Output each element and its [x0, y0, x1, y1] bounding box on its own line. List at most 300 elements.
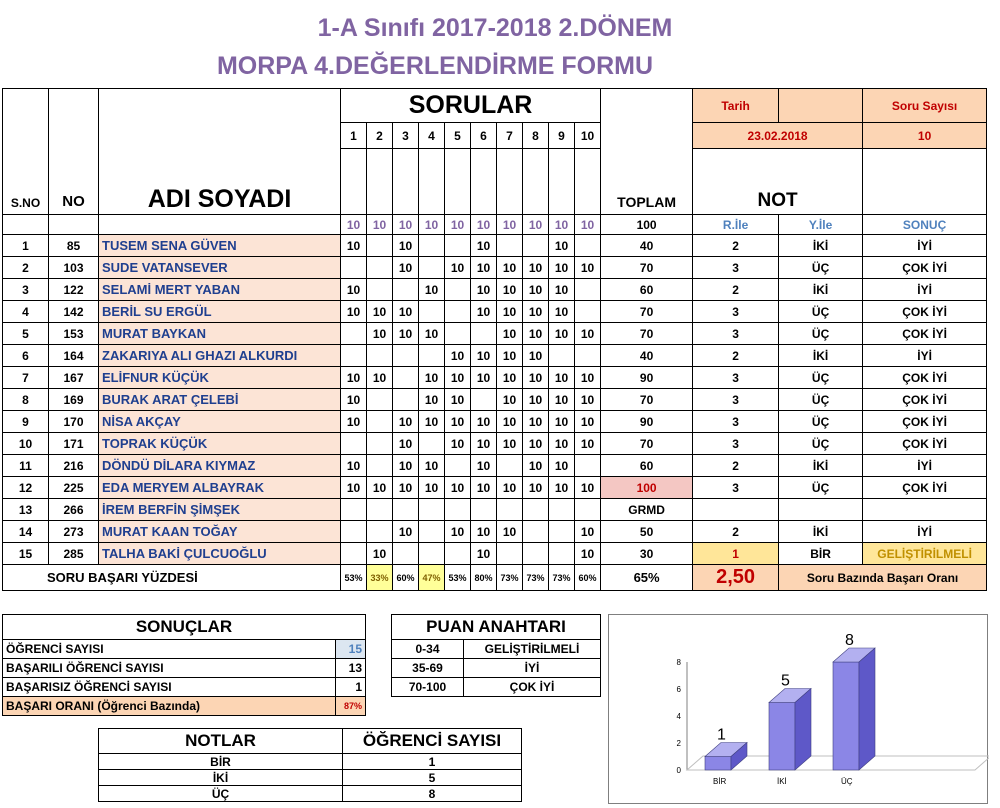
- student-score-q4: 10: [419, 279, 445, 301]
- question-percent-3: 60%: [393, 565, 419, 591]
- student-score-q9: 10: [549, 257, 575, 279]
- student-sno: 4: [3, 301, 49, 323]
- student-score-q5: 10: [445, 257, 471, 279]
- student-score-q3: 10: [393, 477, 419, 499]
- student-score-q5: 10: [445, 411, 471, 433]
- student-score-q8: 10: [523, 411, 549, 433]
- student-result: İYİ: [863, 521, 987, 543]
- student-score-q1: [341, 323, 367, 345]
- student-score-q4: [419, 235, 445, 257]
- student-y-ile: İKİ: [779, 235, 863, 257]
- student-score-q8: 10: [523, 455, 549, 477]
- chart-x-tick-1: BİR: [713, 777, 727, 786]
- student-r-ile: 3: [693, 367, 779, 389]
- puan-label: GELİŞTİRİLMELİ: [464, 640, 601, 659]
- student-score-q6: 10: [471, 521, 497, 543]
- puan-row: [392, 659, 601, 678]
- student-score-q8: [523, 499, 549, 521]
- puan-anahtari-title: PUAN ANAHTARI: [392, 615, 601, 640]
- student-score-q10: 10: [575, 389, 601, 411]
- student-score-q7: 10: [497, 367, 523, 389]
- student-score-q5: [445, 235, 471, 257]
- student-y-ile: İKİ: [779, 345, 863, 367]
- student-score-q7: 10: [497, 345, 523, 367]
- student-score-q5: [445, 543, 471, 565]
- tarih-label: Tarih: [693, 89, 779, 123]
- sonuc-header: SONUÇ: [863, 215, 987, 235]
- chart-x-tick-3: ÜÇ: [841, 777, 853, 786]
- question-number-2: 2: [367, 123, 393, 149]
- question-points-10: 10: [575, 215, 601, 235]
- puan-range: 0-34: [392, 640, 464, 659]
- student-name: TUSEM SENA GÜVEN: [99, 235, 341, 257]
- student-score-q7: 10: [497, 433, 523, 455]
- student-y-ile: İKİ: [779, 521, 863, 543]
- student-score-q7: [497, 543, 523, 565]
- student-total: 60: [601, 279, 693, 301]
- question-points-5: 10: [445, 215, 471, 235]
- student-sno: 7: [3, 367, 49, 389]
- student-r-ile: 1: [693, 543, 779, 565]
- student-total: 70: [601, 301, 693, 323]
- student-sno: 8: [3, 389, 49, 411]
- chart-y-tick: 4: [676, 712, 681, 721]
- sno-header: S.NO: [3, 149, 49, 215]
- student-r-ile: 2: [693, 235, 779, 257]
- student-score-q3: [393, 499, 419, 521]
- r-ile-header: R.İle: [693, 215, 779, 235]
- toplam-header: TOPLAM: [601, 149, 693, 215]
- student-score-q8: [523, 235, 549, 257]
- student-score-q9: 10: [549, 477, 575, 499]
- notlar-table: [98, 728, 522, 802]
- student-row: [3, 411, 987, 433]
- student-result: İYİ: [863, 345, 987, 367]
- student-score-q9: 10: [549, 411, 575, 433]
- student-score-q2: [367, 389, 393, 411]
- student-score-q10: 10: [575, 433, 601, 455]
- student-score-q9: 10: [549, 323, 575, 345]
- chart-data-label-2: 5: [781, 672, 790, 690]
- student-no: 266: [49, 499, 99, 521]
- student-total: 30: [601, 543, 693, 565]
- sonuc-row: [3, 678, 366, 697]
- question-number-6: 6: [471, 123, 497, 149]
- student-score-q1: 10: [341, 455, 367, 477]
- student-y-ile: ÜÇ: [779, 323, 863, 345]
- question-space-5: [445, 149, 471, 215]
- student-score-q10: 10: [575, 411, 601, 433]
- question-space-2: [367, 149, 393, 215]
- student-score-q2: [367, 235, 393, 257]
- student-score-q10: 10: [575, 257, 601, 279]
- student-y-ile: ÜÇ: [779, 301, 863, 323]
- sonuc-value: 15: [336, 640, 366, 659]
- student-row: [3, 279, 987, 301]
- student-score-q6: 10: [471, 543, 497, 565]
- sonuc-value: 87%: [336, 697, 366, 716]
- student-score-q4: [419, 543, 445, 565]
- puan-row: [392, 678, 601, 697]
- student-score-q6: 10: [471, 433, 497, 455]
- question-points-4: 10: [419, 215, 445, 235]
- question-percent-6: 80%: [471, 565, 497, 591]
- chart-bar-1: [705, 757, 731, 771]
- not-header: NOT: [693, 149, 863, 215]
- notlar-count: 8: [343, 786, 522, 802]
- notlar-col2: ÖĞRENCİ SAYISI: [343, 729, 522, 754]
- chart-y-tick: 2: [676, 739, 681, 748]
- sonuc-row: [3, 640, 366, 659]
- student-score-q4: 10: [419, 411, 445, 433]
- question-space-1: [341, 149, 367, 215]
- student-result: ÇOK İYİ: [863, 367, 987, 389]
- student-score-q3: 10: [393, 323, 419, 345]
- student-score-q1: 10: [341, 367, 367, 389]
- question-percent-4: 47%: [419, 565, 445, 591]
- student-score-q6: 10: [471, 235, 497, 257]
- student-score-q3: [393, 279, 419, 301]
- question-number-1: 1: [341, 123, 367, 149]
- sonuc-header-spacer: [863, 149, 987, 215]
- puan-anahtari-table: [391, 614, 601, 697]
- student-score-q4: 10: [419, 455, 445, 477]
- student-score-q2: [367, 345, 393, 367]
- student-row: [3, 389, 987, 411]
- tarih-spacer: [779, 89, 863, 123]
- student-score-q4: [419, 433, 445, 455]
- student-score-q6: [471, 323, 497, 345]
- student-row: [3, 433, 987, 455]
- soru-sayisi-value: 10: [863, 123, 987, 149]
- no-header-mid: [49, 123, 99, 149]
- student-r-ile: [693, 499, 779, 521]
- student-score-q1: [341, 521, 367, 543]
- question-points-2: 10: [367, 215, 393, 235]
- student-score-q5: 10: [445, 367, 471, 389]
- student-sno: 5: [3, 323, 49, 345]
- student-score-q3: [393, 543, 419, 565]
- student-sno: 11: [3, 455, 49, 477]
- footer-label: SORU BAŞARI YÜZDESİ: [3, 565, 341, 591]
- question-percent-8: 73%: [523, 565, 549, 591]
- student-score-q2: [367, 499, 393, 521]
- student-score-q9: 10: [549, 433, 575, 455]
- chart-data-label-3: 8: [845, 632, 854, 649]
- student-score-q10: [575, 301, 601, 323]
- question-space-4: [419, 149, 445, 215]
- student-score-q1: 10: [341, 279, 367, 301]
- toplam-header-mid: [601, 123, 693, 149]
- sorular-header: SORULAR: [341, 89, 601, 123]
- student-y-ile: ÜÇ: [779, 257, 863, 279]
- student-score-q5: [445, 455, 471, 477]
- student-score-q7: 10: [497, 411, 523, 433]
- student-score-q3: [393, 367, 419, 389]
- student-r-ile: 3: [693, 411, 779, 433]
- student-sno: 14: [3, 521, 49, 543]
- student-score-q8: [523, 543, 549, 565]
- student-score-q4: [419, 345, 445, 367]
- student-total: GRMD: [601, 499, 693, 521]
- student-r-ile: 2: [693, 455, 779, 477]
- question-space-9: [549, 149, 575, 215]
- student-no: 273: [49, 521, 99, 543]
- student-score-q1: [341, 433, 367, 455]
- student-r-ile: 3: [693, 433, 779, 455]
- student-score-q9: [549, 345, 575, 367]
- student-total: 100: [601, 477, 693, 499]
- student-result: ÇOK İYİ: [863, 323, 987, 345]
- question-number-3: 3: [393, 123, 419, 149]
- student-score-q6: 10: [471, 411, 497, 433]
- chart-bar-side-3: [859, 648, 875, 770]
- sonuclar-title: SONUÇLAR: [3, 615, 366, 640]
- sonuc-row: [3, 697, 366, 716]
- student-name: TALHA BAKİ ÇULCUOĞLU: [99, 543, 341, 565]
- student-score-q4: [419, 301, 445, 323]
- student-total: 70: [601, 323, 693, 345]
- student-score-q1: 10: [341, 235, 367, 257]
- student-y-ile: İKİ: [779, 279, 863, 301]
- sonuc-row: [3, 659, 366, 678]
- student-score-q8: 10: [523, 323, 549, 345]
- title-line2: MORPA 4.DEĞERLENDİRME FORMU: [216, 52, 654, 80]
- student-score-q9: 10: [549, 367, 575, 389]
- student-sno: 1: [3, 235, 49, 257]
- name-header: ADI SOYADI: [99, 149, 341, 215]
- student-score-q10: [575, 455, 601, 477]
- sonuc-label: BAŞARI ORANI (Öğrenci Bazında): [3, 697, 336, 716]
- student-y-ile: ÜÇ: [779, 411, 863, 433]
- student-name: NİSA AKÇAY: [99, 411, 341, 433]
- student-score-q7: [497, 235, 523, 257]
- student-score-q5: [445, 499, 471, 521]
- student-name: DÖNDÜ DİLARA KIYMAZ: [99, 455, 341, 477]
- student-no: 142: [49, 301, 99, 323]
- student-total: 90: [601, 411, 693, 433]
- student-total: 60: [601, 455, 693, 477]
- student-y-ile: ÜÇ: [779, 477, 863, 499]
- student-name: SUDE VATANSEVER: [99, 257, 341, 279]
- student-row: [3, 477, 987, 499]
- question-space-8: [523, 149, 549, 215]
- student-sno: 3: [3, 279, 49, 301]
- question-points-6: 10: [471, 215, 497, 235]
- student-score-q3: [393, 389, 419, 411]
- student-score-q6: 10: [471, 301, 497, 323]
- student-sno: 12: [3, 477, 49, 499]
- student-score-q7: [497, 499, 523, 521]
- student-score-q5: [445, 279, 471, 301]
- student-score-q7: 10: [497, 477, 523, 499]
- student-total: 50: [601, 521, 693, 543]
- student-score-q9: [549, 499, 575, 521]
- student-score-q9: 10: [549, 235, 575, 257]
- student-r-ile: 2: [693, 521, 779, 543]
- student-score-q6: [471, 389, 497, 411]
- notlar-grade: İKİ: [99, 770, 343, 786]
- student-score-q5: 10: [445, 389, 471, 411]
- question-percent-7: 73%: [497, 565, 523, 591]
- student-result: İYİ: [863, 455, 987, 477]
- student-score-q5: 10: [445, 433, 471, 455]
- student-r-ile: 3: [693, 323, 779, 345]
- student-score-q1: [341, 543, 367, 565]
- student-score-q10: [575, 279, 601, 301]
- student-no: 285: [49, 543, 99, 565]
- student-score-q8: 10: [523, 301, 549, 323]
- student-name: İREM BERFİN ŞİMŞEK: [99, 499, 341, 521]
- y-ile-header: Y.İle: [779, 215, 863, 235]
- chart-y-tick: 6: [676, 685, 681, 694]
- student-r-ile: 3: [693, 389, 779, 411]
- student-no: 170: [49, 411, 99, 433]
- student-no: 122: [49, 279, 99, 301]
- student-result: ÇOK İYİ: [863, 389, 987, 411]
- chart-bar-3: [833, 662, 859, 770]
- question-percent-2: 33%: [367, 565, 393, 591]
- student-score-q10: 10: [575, 323, 601, 345]
- student-score-q2: [367, 455, 393, 477]
- student-sno: 10: [3, 433, 49, 455]
- student-score-q7: 10: [497, 521, 523, 543]
- footer-row: [3, 565, 987, 591]
- toplam-header-top: [601, 89, 693, 123]
- student-score-q7: 10: [497, 301, 523, 323]
- question-points-3: 10: [393, 215, 419, 235]
- student-sno: 13: [3, 499, 49, 521]
- toplam-max: 100: [601, 215, 693, 235]
- student-no: 167: [49, 367, 99, 389]
- notlar-count: 5: [343, 770, 522, 786]
- sno-header-bot: [3, 215, 49, 235]
- student-y-ile: ÜÇ: [779, 389, 863, 411]
- student-score-q10: [575, 235, 601, 257]
- question-points-9: 10: [549, 215, 575, 235]
- student-score-q6: 10: [471, 279, 497, 301]
- student-score-q8: 10: [523, 367, 549, 389]
- sonuc-value: 13: [336, 659, 366, 678]
- student-score-q4: 10: [419, 477, 445, 499]
- chart-y-tick: 0: [676, 766, 681, 775]
- student-total: 40: [601, 345, 693, 367]
- student-result: İYİ: [863, 235, 987, 257]
- student-sno: 15: [3, 543, 49, 565]
- student-sno: 9: [3, 411, 49, 433]
- student-score-q2: [367, 521, 393, 543]
- student-score-q3: 10: [393, 235, 419, 257]
- student-score-q2: 10: [367, 301, 393, 323]
- student-result: ÇOK İYİ: [863, 257, 987, 279]
- title-line1: 1-A Sınıfı 2017-2018 2.DÖNEM: [317, 14, 673, 42]
- student-y-ile: İKİ: [779, 455, 863, 477]
- student-result: GELİŞTİRİLMELİ: [863, 543, 987, 565]
- student-no: 169: [49, 389, 99, 411]
- name-header-top: [99, 89, 341, 123]
- student-total: 40: [601, 235, 693, 257]
- student-y-ile: BİR: [779, 543, 863, 565]
- question-number-7: 7: [497, 123, 523, 149]
- question-number-8: 8: [523, 123, 549, 149]
- student-score-q2: [367, 279, 393, 301]
- student-score-q9: 10: [549, 389, 575, 411]
- student-y-ile: ÜÇ: [779, 367, 863, 389]
- student-score-q6: 10: [471, 367, 497, 389]
- basari-label: Soru Bazında Başarı Oranı: [779, 565, 987, 591]
- puan-label: İYİ: [464, 659, 601, 678]
- student-score-q3: 10: [393, 433, 419, 455]
- student-r-ile: 2: [693, 345, 779, 367]
- question-space-3: [393, 149, 419, 215]
- student-name: BERİL SU ERGÜL: [99, 301, 341, 323]
- soru-sayisi-label: Soru Sayısı: [863, 89, 987, 123]
- student-no: 171: [49, 433, 99, 455]
- student-no: 153: [49, 323, 99, 345]
- student-score-q3: 10: [393, 257, 419, 279]
- student-score-q4: 10: [419, 323, 445, 345]
- student-score-q2: [367, 257, 393, 279]
- student-total: 70: [601, 433, 693, 455]
- student-score-q9: [549, 543, 575, 565]
- student-score-q4: 10: [419, 389, 445, 411]
- student-name: MURAT KAAN TOĞAY: [99, 521, 341, 543]
- student-score-q2: [367, 433, 393, 455]
- grade-chart-svg: [609, 615, 989, 805]
- student-r-ile: 3: [693, 257, 779, 279]
- student-score-q8: 10: [523, 433, 549, 455]
- student-score-q8: 10: [523, 389, 549, 411]
- notlar-count: 1: [343, 754, 522, 770]
- student-score-q3: 10: [393, 521, 419, 543]
- student-name: ELİFNUR KÜÇÜK: [99, 367, 341, 389]
- sonuclar-table: [2, 614, 366, 716]
- name-header-bot: [99, 215, 341, 235]
- question-space-10: [575, 149, 601, 215]
- question-number-9: 9: [549, 123, 575, 149]
- student-row: [3, 323, 987, 345]
- no-header: NO: [49, 149, 99, 215]
- sonuc-value: 1: [336, 678, 366, 697]
- student-score-q10: [575, 499, 601, 521]
- name-header-mid: [99, 123, 341, 149]
- student-name: ZAKARIYA ALI GHAZI ALKURDI: [99, 345, 341, 367]
- question-space-7: [497, 149, 523, 215]
- question-points-7: 10: [497, 215, 523, 235]
- student-row: [3, 543, 987, 565]
- student-score-q7: 10: [497, 257, 523, 279]
- student-sno: 2: [3, 257, 49, 279]
- puan-label: ÇOK İYİ: [464, 678, 601, 697]
- student-score-q6: 10: [471, 455, 497, 477]
- student-sno: 6: [3, 345, 49, 367]
- question-percent-5: 53%: [445, 565, 471, 591]
- student-score-q6: 10: [471, 477, 497, 499]
- student-name: BURAK ARAT ÇELEBİ: [99, 389, 341, 411]
- student-score-q1: 10: [341, 411, 367, 433]
- puan-range: 35-69: [392, 659, 464, 678]
- student-score-q3: 10: [393, 411, 419, 433]
- student-name: TOPRAK KÜÇÜK: [99, 433, 341, 455]
- student-score-q2: [367, 411, 393, 433]
- student-score-q1: [341, 257, 367, 279]
- student-no: 216: [49, 455, 99, 477]
- student-row: [3, 257, 987, 279]
- student-row: [3, 345, 987, 367]
- student-score-q6: [471, 499, 497, 521]
- sonuc-label: BAŞARISIZ ÖĞRENCİ SAYISI: [3, 678, 336, 697]
- student-score-q3: 10: [393, 301, 419, 323]
